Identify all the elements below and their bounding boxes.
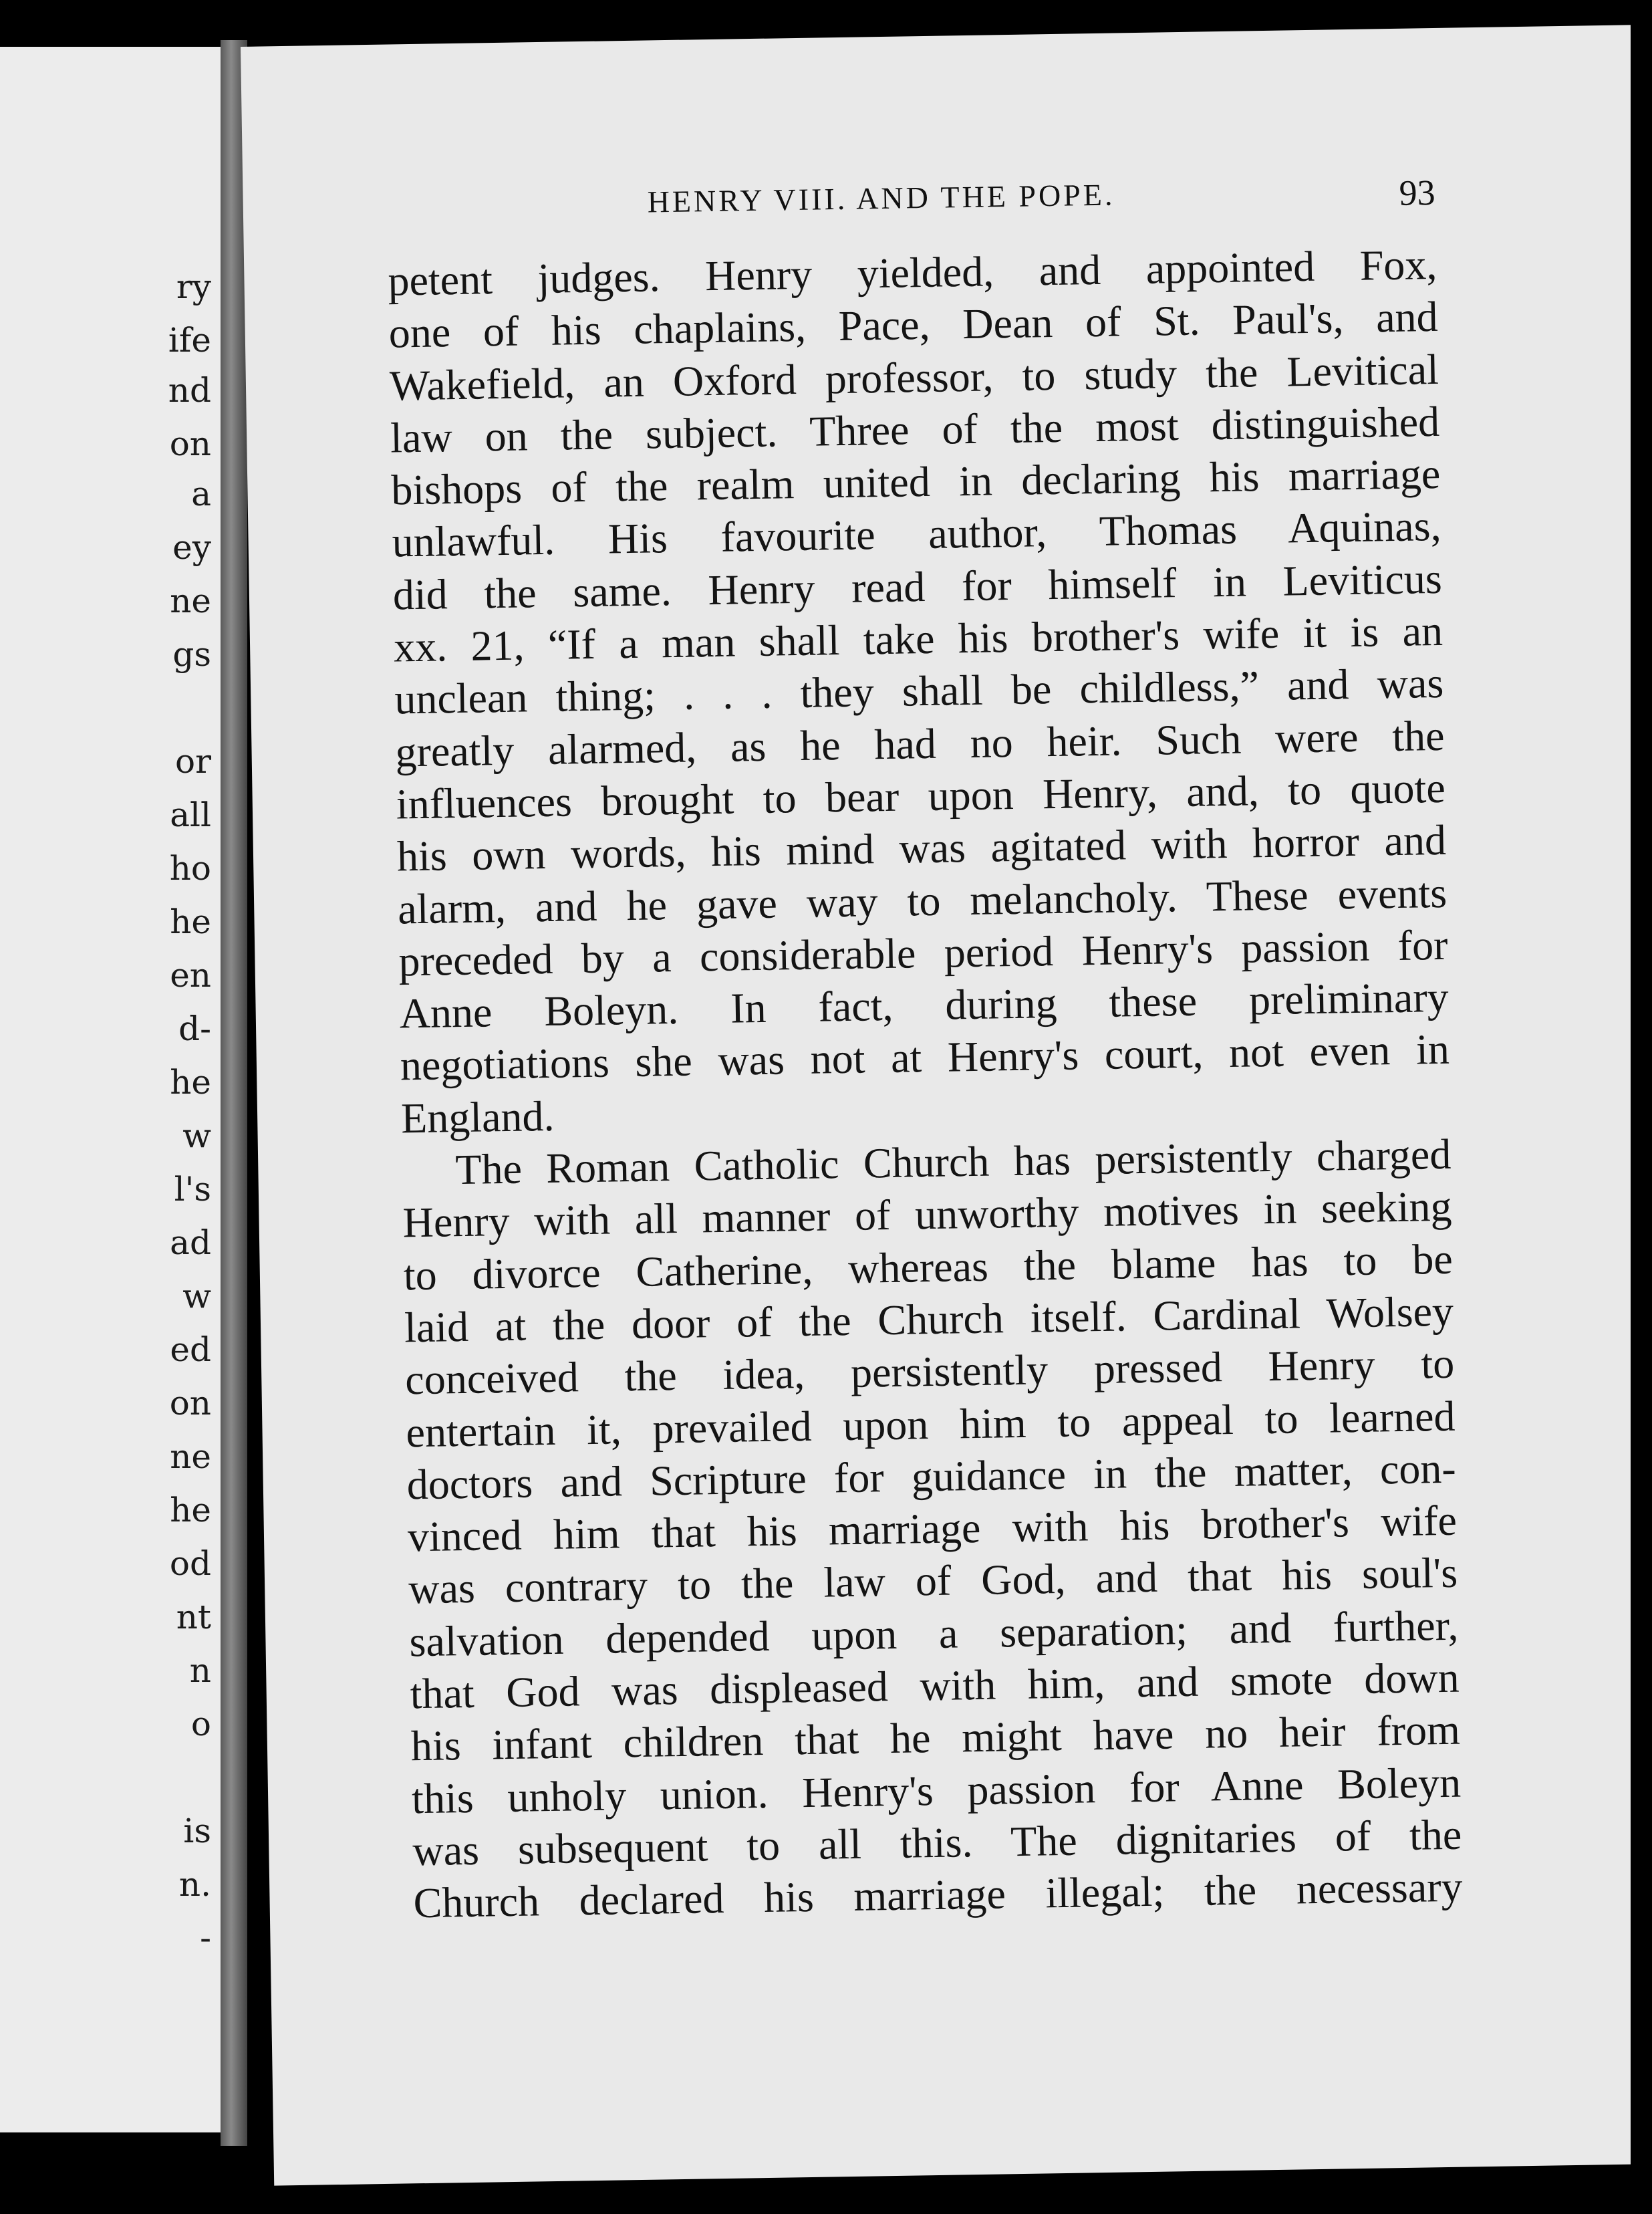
left-edge-fragment: ne (170, 582, 211, 620)
text-line: preceded by a considerable period Henry's passion for (398, 920, 1448, 985)
text-line: bishops of the realm united in declaring his marriage (390, 450, 1441, 514)
left-edge-fragment: on (169, 1384, 211, 1423)
left-edge-fragment: ry (176, 267, 211, 306)
running-head (243, 170, 1499, 219)
text-line: unclean thing; . . . they shall be childless,” and was (394, 659, 1444, 723)
text-line: one of his chaplains, Pace, Dean of St. Paul's, and (388, 293, 1439, 357)
text-line: this unholy union. Henry's passion for Anne Boleyn (411, 1758, 1462, 1822)
text-line: his infant children that he might have no heir from (410, 1705, 1461, 1770)
left-edge-fragment: - (200, 1919, 211, 1957)
text-line: vinced him that his marriage with his brother's wife (407, 1496, 1458, 1561)
left-edge-fragment: d- (178, 1009, 211, 1048)
page-edge-shadow (1631, 0, 1652, 2214)
text-line: conceived the idea, persistently pressed Henry to (404, 1339, 1455, 1404)
left-edge-fragment: ho (169, 849, 211, 888)
text-line: negotiations she was not at Henry's court, not even in (400, 1025, 1450, 1090)
left-edge-fragment: he (170, 902, 211, 941)
page-number: 93 (1399, 172, 1436, 213)
text-line: Church declared his marriage illegal; the necessary (413, 1862, 1464, 1927)
left-edge-fragment: is (183, 1812, 211, 1850)
text-line: that God was displeased with him, and smote down (410, 1653, 1460, 1718)
left-edge-fragment: n (189, 1651, 211, 1690)
text-line: petent judges. Henry yielded, and appointed Fox, (387, 240, 1437, 305)
left-edge-fragment: a (191, 475, 211, 513)
left-edge-fragment: all (170, 795, 211, 834)
text-line: to divorce Catherine, whereas the blame has to be (403, 1235, 1454, 1300)
text-line: influences brought to bear upon Henry, and, to quote (396, 763, 1446, 828)
text-line: Henry with all manner of unworthy motives in seeking (402, 1183, 1453, 1247)
text-line: greatly alarmed, as he had no heir. Such were the (395, 711, 1445, 776)
left-edge-fragment: ife (168, 321, 211, 360)
text-line: was subsequent to all this. The dignitaries of the (412, 1810, 1462, 1875)
left-edge-fragment: w (182, 1116, 211, 1155)
left-edge-fragment: od (169, 1544, 211, 1583)
left-edge-fragment: he (170, 1063, 211, 1102)
text-line: doctors and Scripture for guidance in the matter, con- (406, 1444, 1457, 1509)
left-edge-fragment: he (170, 1491, 211, 1529)
left-edge-fragment: gs (172, 635, 211, 674)
text-line: his own words, his mind was agitated with horror and (396, 816, 1447, 880)
book-gutter (221, 40, 247, 2146)
body-text (388, 239, 1463, 1930)
page-93 (241, 25, 1652, 2186)
left-edge-fragment: ed (170, 1330, 211, 1369)
left-facing-page (0, 47, 225, 2132)
text-line: did the same. Henry read for himself in Leviticus (392, 554, 1443, 619)
left-edge-fragment: n. (178, 1865, 211, 1904)
text-line: laid at the door of the Church itself. Cardinal Wolsey (404, 1287, 1454, 1352)
left-edge-fragment: ne (170, 1437, 211, 1476)
text-line: Anne Boleyn. In fact, during these preliminary (399, 973, 1450, 1037)
text-line: entertain it, prevailed upon him to appeal to learned (406, 1392, 1456, 1456)
running-title: HENRY VIII. AND THE POPE. (647, 177, 1115, 219)
left-edge-fragment: on (169, 424, 211, 463)
left-edge-fragment: en (170, 956, 211, 995)
text-line: The Roman Catholic Church has persistently charged (454, 1130, 1452, 1194)
left-edge-fragment: nt (176, 1598, 211, 1636)
text-line: salvation depended upon a separation; and further, (408, 1601, 1459, 1666)
text-line: law on the subject. Three of the most distinguished (390, 397, 1440, 462)
left-edge-fragment: or (174, 742, 211, 781)
left-edge-fragment: o (190, 1705, 211, 1743)
text-line: unlawful. His favourite author, Thomas Aquinas, (392, 502, 1442, 567)
left-edge-fragment: nd (168, 371, 211, 410)
text-line: alarm, and he gave way to melancholy. These events (397, 868, 1448, 933)
left-edge-fragment: ey (172, 528, 211, 567)
text-line: England. (400, 1092, 555, 1142)
left-page-text-edge (0, 47, 221, 2132)
text-line: was contrary to the law of God, and that his soul's (408, 1549, 1458, 1613)
left-edge-fragment: l's (174, 1170, 211, 1209)
left-edge-fragment: ad (170, 1223, 211, 1262)
text-line: xx. 21, “If a man shall take his brother's wife it is an (393, 606, 1443, 671)
left-edge-fragment: w (182, 1277, 211, 1316)
text-line: Wakefield, an Oxford professor, to study the Levitical (389, 345, 1439, 410)
